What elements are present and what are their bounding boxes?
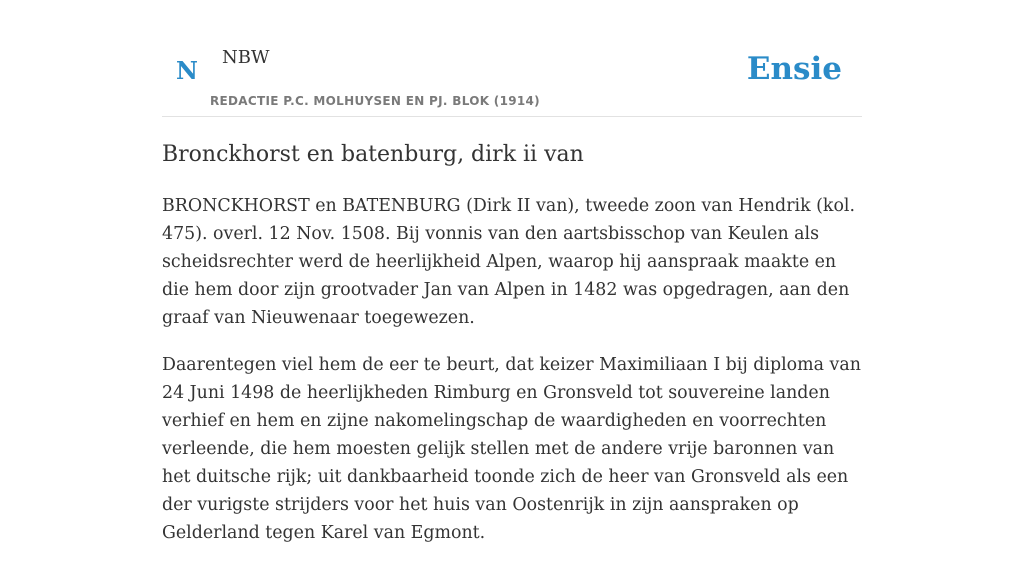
brand-logo[interactable]: Ensie	[746, 51, 842, 87]
source-logo[interactable]: N	[176, 56, 198, 85]
source-editors: REDACTIE P.C. MOLHUYSEN EN PJ. BLOK (1914)	[210, 94, 540, 108]
source-name[interactable]: NBW	[222, 47, 270, 68]
paragraph: Daarentegen viel hem de eer te beurt, dat keizer Maximiliaan I bij diploma van 24 Juni 1498 de heerlijkheden Rimburg en Gronsveld tot souvereine landen verhief en hem en zijne nakomelingschap de waardigheden en voorrechten verleende, die hem moesten gelijk stellen met de andere vrije baronnen van het duitsche rijk; uit dankbaarheid toonde zich de heer van Gronsveld als een der vurigste strijders voor het huis van Oostenrijk in zijn aanspraken op Gelderland tegen Karel van Egmont.	[162, 355, 861, 543]
paragraph: BRONCKHORST en BATENBURG (Dirk II van), tweede zoon van Hendrik (kol. 475). overl. 12 Nov. 1508. Bij vonnis van den aartsbisschop van Keulen als scheidsrechter werd de heerlijkheid Alpen, waarop hij aanspraak maakte en die hem door zijn grootvader Jan van Alpen in 1482 was opgedragen, aan den graaf van Nieuwenaar toegewezen.	[162, 196, 856, 328]
article-body	[162, 192, 862, 566]
header	[162, 0, 862, 117]
page-title: Bronckhorst en batenburg, dirk ii van	[162, 142, 584, 167]
